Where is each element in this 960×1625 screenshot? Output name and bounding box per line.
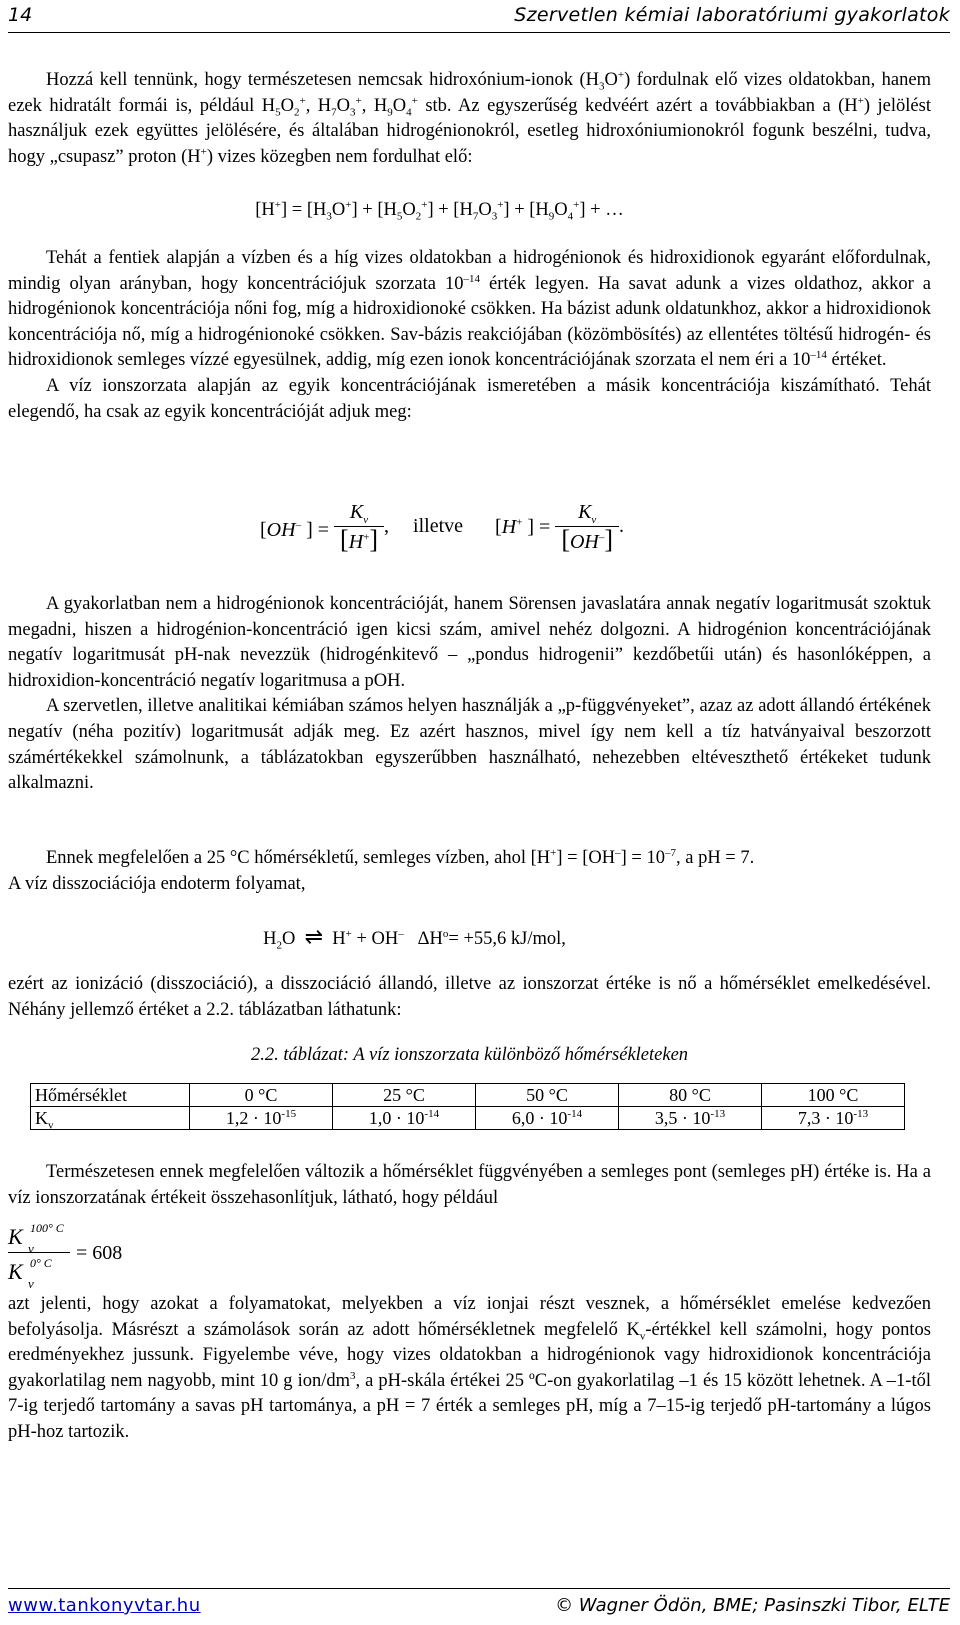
paragraph-ph-definition: A gyakorlatban nem a hidrogénionok koncentrációját, hanem Sörensen javaslatára annak negatív logaritmusát szoktuk megadni, hiszen a hidrogénion-koncentráció igen kicsi szám, amivel nehéz dolgozni. A hidrogénion koncentrációjának negatív logaritmusát pH-nak nevezzük (hidrogénkitevő – „pondus hidrogenii” kezdőbetűi után) és hasonlóképpen, a hidroxidion-koncentráció negatív logaritmusa a pOH. A szervetlen, illetve analitikai kémiában számos helyen használják a „p-függvényeket”, azaz az adott állandó értékének negatív (néha pozitív) logaritmusát adják meg. Ez azért hasznos, mivel így nem kell a tíz hatványaival beszorzott számértékekkel számolnunk, a táblázatokban egyszerűbben használható, nehezebben eltéveszthető értékeket tudunk alkalmazni. xyxy=(8,592,931,797)
paragraph-p-functions: A szervetlen, illetve analitikai kémiában számos helyen használják a „p-függvényeket”, azaz az adott állandó értékének negatív (néha pozitív) logaritmusát adják meg. Ez azért hasznos, mivel így nem kell a tíz hatványaival beszorzott számértékekkel számolnunk, a táblázatokban egyszerűbben használható, nehezebben eltéveszthető értékeket tudunk alkalmazni. xyxy=(8,696,931,794)
paragraph-neutral-point: Természetesen ennek megfelelően változik a hőmérséklet függvényében a semleges pont (semleges pH) értéke is. Ha a víz ionszorzatának értékeit összehasonlítjuk, látható, hogy például xyxy=(8,1162,931,1208)
kv-ratio-line xyxy=(8,1218,931,1290)
page-header xyxy=(8,4,950,33)
fraction-kv-over-oh: $\frac{K_v}{[OH^-]}$ xyxy=(555,500,619,555)
paragraph-hydronium: Hozzá kell tennünk, hogy természetesen nemcsak hidroxónium-ionok $(H_3O^+)$ fordulnak elő vizes oldatokban, hanem ezek hidratált formái is, például $H_5O_2^+$, $H_7O_3^+$, $H_9O_4^+$ stb. Az egyszerűség kedvéért azért a továbbiakban a (H+) jelölést használjuk ezek együttes jelölésére, és általában hidrogénionokról, esetleg hidroxóniumionokról fogunk beszélni, tudva, hogy „csupasz” proton (H+) vizes közegben nem fordulhat elő: xyxy=(8,68,931,167)
table-caption: 2.2. táblázat: A víz ionszorzata különböző hőmérsékleteken xyxy=(250,1045,689,1065)
table-row: Hőmérséklet 0 °C 25 °C 50 °C 80 °C 100 °C xyxy=(31,1084,905,1107)
equilibrium-arrow-icon: ⇌ xyxy=(304,924,324,949)
paragraph-neutral-point-cont: azt jelenti, hogy azokat a folyamatokat, melyekben a víz ionjai részt vesznek, a hőmérséklet emelése kedvezően befolyásolja. Másrészt a számolások során az adott hőmérsékletnek megfelelő $K_v$-értékkel kell számolni, hogy pontos eredményekhez jussunk. Figyelembe véve, hogy vizes oldatokban a hidrogénionok vagy hidroxidionok koncentrációja gyakorlatilag nem nagyobb, mint 10 g ion/$dm^3$, a pH-skála értékei 25 ºC-on gyakorlatilag –1 és 15 között lehetnek. A –1-től 7-ig terjedő tartomány a savas pH tartománya, a pH = 7 érték a semleges pH, míg a 7–15-ig terjedő pH-tartomány a lúgos pH-hoz tartozik. xyxy=(8,1294,932,1442)
page-footer xyxy=(8,1588,950,1619)
kw-table-wrap xyxy=(30,1083,905,1130)
kw-table xyxy=(30,1083,905,1130)
equation-proton-forms: $[H^+] = [H_3O^+] + [H_5O_2^+] + [H_7O_3^+] + [H_9O_4^+]$ + … xyxy=(255,198,624,223)
running-title: Szervetlen kémiai laboratóriumi gyakorlatok xyxy=(514,4,950,26)
paragraph-ion-product: Tehát a fentiek alapján a vízben és a híg vizes oldatokban a hidrogénionok és hidroxidionok egyaránt előfordulnak, mindig olyan arányban, hogy koncentrációjuk szorzata $10^{-14}$ érték legyen. Ha savat adunk a vizes oldathoz, akkor a hidrogénionok koncentrációja nőni fog, míg a hidroxidionoké csökken. Ha bázist adunk oldatunkhoz, akkor a hidroxidionok koncentrációja nő, míg a hidrogénionoké csökken. Sav-bázis reakciójában (közömbösítés) az ellentétes töltésű hidrogén- és hidroxidionok semleges vízzé egyesülnek, addig, míg ezen ionok koncentrációjának szorzata el nem éri a $10^{-14}$ értéket. A víz ionszorzata alapján az egyik koncentrációjának ismeretében a másik koncentrációja kiszámítható. Tehát elegendő, ha csak az egyik koncentrációját adjuk meg: xyxy=(8,246,931,425)
kv-ratio-fraction: K v 100° C K v 0° C = 608 xyxy=(8,1218,128,1287)
page-number: 14 xyxy=(8,4,33,26)
paragraph-neutral-water: Ennek megfelelően a 25 °C hőmérsékletű, semleges vízben, ahol $[H^+] = [OH^-] = 10^{-7}$, a pH = 7. A víz disszociációja endoterm folyamat, xyxy=(8,846,755,894)
fraction-kv-over-h: $\frac{K_v}{[H^+]}$ xyxy=(334,500,384,555)
equation-dissociation: $H_2O$ ⇌ H+ + OH– $\Delta H^o= +55,6$ kJ/mol, xyxy=(263,924,566,952)
copyright: © Wagner Ödön, BME; Pasinszki Tibor, ELTE xyxy=(555,1595,950,1616)
paragraph-calc: A víz ionszorzata alapján az egyik koncentrációjának ismeretében a másik koncentrációja kiszámítható. Tehát elegendő, ha csak az egyik koncentrációját adjuk meg: xyxy=(8,375,931,422)
equation-oh-h: [OH– ] = $\frac{K_v}{[H^+]}$ , illetve [H+ ] = $\frac{K_v}{[OH^-]}$ . xyxy=(260,501,625,554)
paragraph-endothermic: ezért az ionizáció (disszociáció), a disszociáció állandó, illetve az ionszorzat értéke is nő a hőmérséklet emelkedésével. Néhány jellemző értéket a 2.2. táblázatban láthatunk: xyxy=(8,974,931,1020)
website-link[interactable]: www.tankonyvtar.hu xyxy=(8,1595,201,1616)
table-row: $K_v$ $1,2 \cdot 10^{-15}$ $1,0 \cdot 10^{-14}$ $6,0 \cdot 10^{-14}$ $3,5 \cdot 10^{-13}$ $7,3 \cdot 10^{-13}$ xyxy=(31,1107,905,1130)
